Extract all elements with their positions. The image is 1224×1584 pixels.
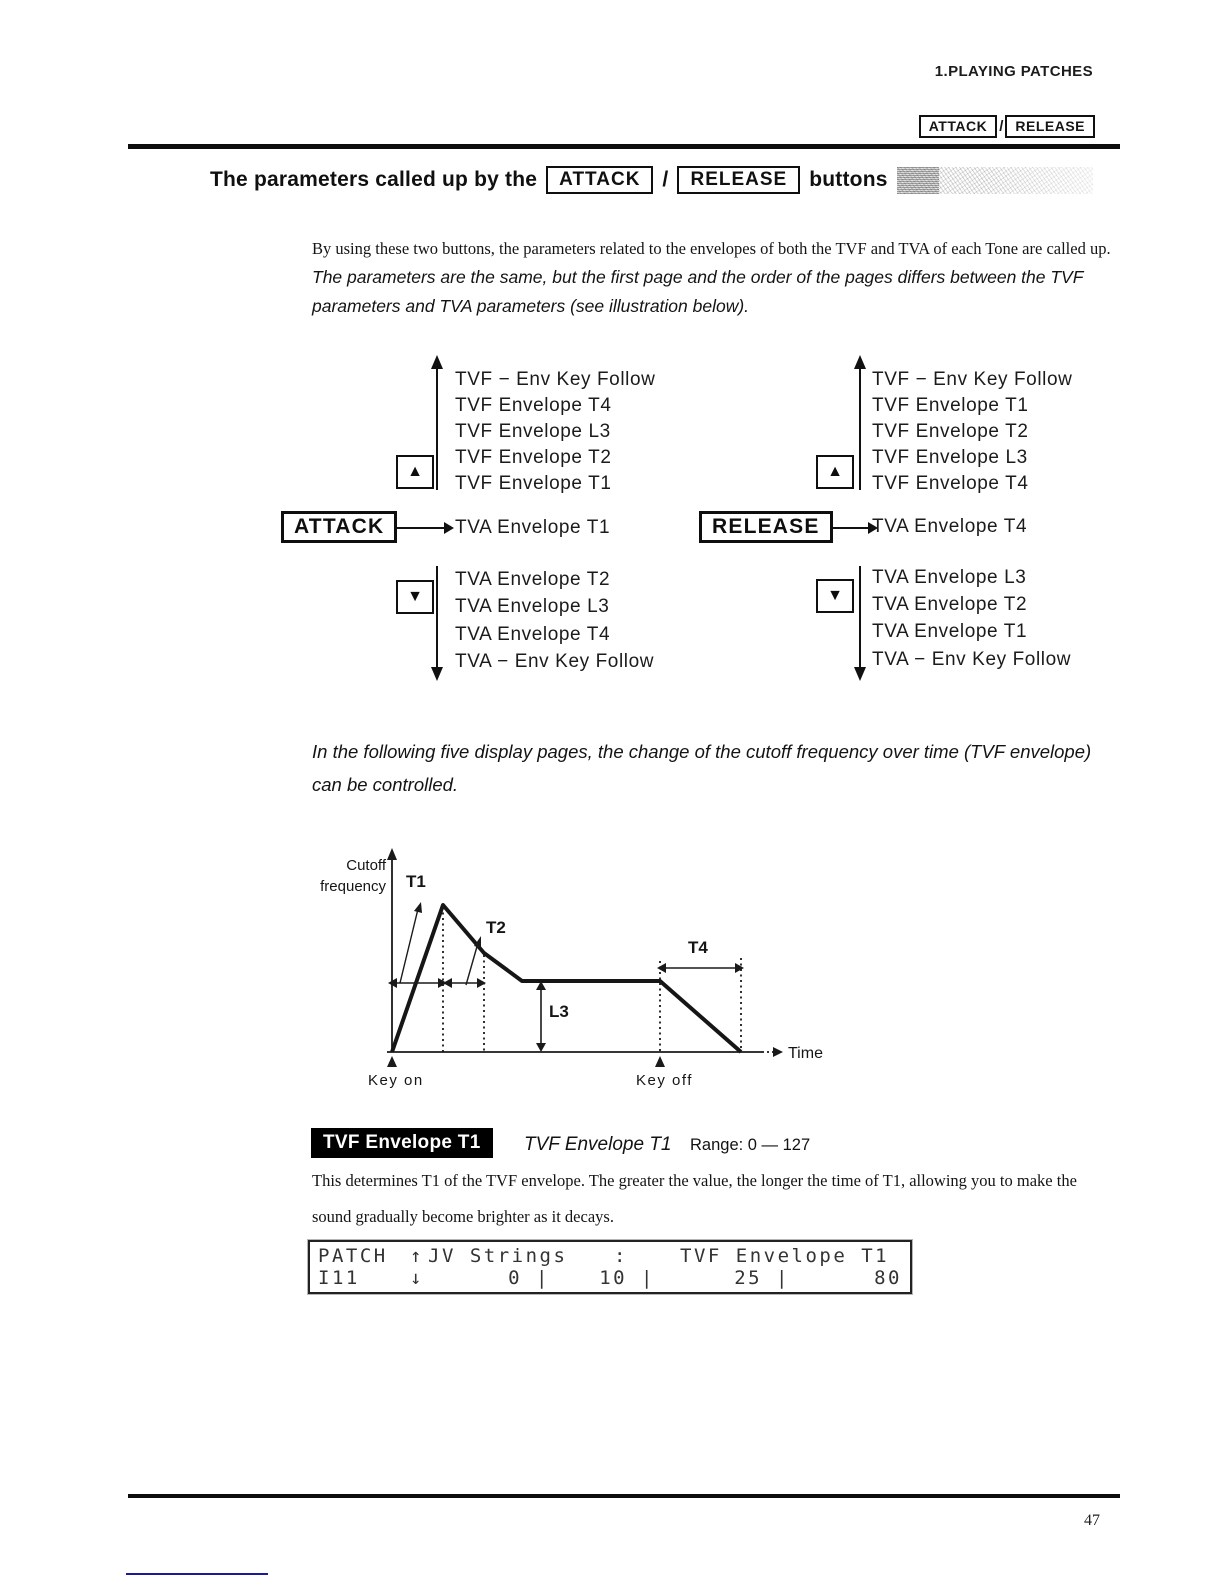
t1-pointer-line xyxy=(400,909,418,983)
t2-label: T2 xyxy=(486,918,506,937)
decrement-button xyxy=(816,579,854,613)
up-triangle-icon: ▲ xyxy=(827,463,843,480)
note-paragraph: In the following five display pages, the change of the cutoff frequency over time (TVF envelope) can be controlled. xyxy=(312,741,1092,795)
key-off-marker-icon xyxy=(655,1056,665,1067)
t4-left-arrowhead-icon xyxy=(657,963,666,973)
attack-pointer-arrowhead-icon xyxy=(444,522,454,534)
lcd-patch-number: I11 xyxy=(318,1267,360,1289)
key-on-marker-icon xyxy=(387,1056,397,1067)
slash-separator: / xyxy=(999,118,1004,135)
running-header: 1.PLAYING PATCHES xyxy=(934,63,1093,80)
t1-pointer-arrowhead-icon xyxy=(414,902,422,913)
attack-button: ATTACK xyxy=(281,511,397,543)
parameter-heading: TVF Envelope T1 xyxy=(311,1128,493,1158)
release-target-item: TVA Envelope T4 xyxy=(872,516,1028,537)
header-key-buttons xyxy=(919,115,1095,138)
t2-span-right-arrowhead-icon xyxy=(477,978,486,988)
release-up-item: TVF Envelope L3 xyxy=(872,447,1028,468)
lcd-value: 80 xyxy=(874,1267,902,1289)
t2-span-left-arrowhead-icon xyxy=(443,978,452,988)
attack-target-item: TVA Envelope T1 xyxy=(455,517,611,538)
l3-label: L3 xyxy=(549,1002,569,1021)
t1-label: T1 xyxy=(406,872,426,891)
y-axis-label-line2: frequency xyxy=(320,878,386,895)
lcd-value: 25 | xyxy=(734,1267,790,1289)
release-up-arrowhead-icon xyxy=(854,355,866,369)
attack-up-arrowhead-icon xyxy=(431,355,443,369)
lcd-cursor-down-icon: ↓ xyxy=(410,1267,424,1289)
attack-down-arrowhead-icon xyxy=(431,667,443,681)
t2-pointer-line xyxy=(466,943,478,985)
parameter-range: Range: 0 — 127 xyxy=(690,1136,811,1154)
release-up-item: TVF Envelope T2 xyxy=(872,421,1029,442)
scan-noise-artifact xyxy=(897,167,1093,194)
parameter-description: This determines T1 of the TVF envelope. The greater the value, the longer the time of T1, allowing you to make the sound gradually become brighter as it decays. xyxy=(312,1171,1077,1226)
key-off-label: Key off xyxy=(636,1072,693,1089)
y-axis-arrowhead-icon xyxy=(387,848,397,860)
lcd-parameter-name: TVF Envelope T1 xyxy=(680,1245,890,1267)
lcd-display xyxy=(308,1240,912,1294)
release-up-item: TVF Envelope T4 xyxy=(872,473,1029,494)
lcd-patch-label: PATCH xyxy=(318,1245,388,1267)
bottom-rule xyxy=(128,1494,1120,1498)
title-attack-button: ATTACK xyxy=(546,166,653,194)
lcd-patch-group: JV Strings xyxy=(428,1245,568,1267)
increment-button xyxy=(816,455,854,489)
intro-normal-text: By using these two buttons, the parameters related to the envelopes of both the TVF and TVA of each Tone are called up. xyxy=(312,239,1111,258)
scan-blue-line-artifact xyxy=(126,1573,268,1575)
intro-italic-text: The parameters are the same, but the first page and the order of the pages differs between the TVF parameters and TVA parameters (see illustration below). xyxy=(312,267,1084,316)
envelope-curve xyxy=(392,905,741,1052)
down-triangle-icon: ▼ xyxy=(407,588,423,605)
t4-label: T4 xyxy=(688,938,708,957)
top-rule xyxy=(128,144,1120,149)
parameter-heading-italic: TVF Envelope T1 xyxy=(524,1134,672,1155)
section-title xyxy=(210,166,1093,194)
attack-up-item: TVF Envelope T4 xyxy=(455,395,612,416)
tvf-envelope-figure xyxy=(300,845,840,1095)
attack-up-item: TVF Envelope L3 xyxy=(455,421,611,442)
release-button: RELEASE xyxy=(699,511,833,543)
attack-down-item: TVA Envelope T4 xyxy=(455,624,611,645)
x-axis-arrowhead-icon xyxy=(773,1047,783,1057)
attack-key-button: ATTACK xyxy=(919,115,997,138)
x-axis-label: Time xyxy=(788,1045,823,1062)
title-release-button: RELEASE xyxy=(677,166,800,194)
lcd-cursor-up-icon: ↑ xyxy=(410,1245,424,1267)
release-down-item: TVA Envelope T2 xyxy=(872,594,1028,615)
attack-up-item: TVF Envelope T2 xyxy=(455,447,612,468)
release-down-item: TVA − Env Key Follow xyxy=(872,649,1072,670)
release-down-item: TVA Envelope T1 xyxy=(872,621,1028,642)
title-suffix: buttons xyxy=(809,168,888,191)
release-down-arrowhead-icon xyxy=(854,667,866,681)
lcd-colon: : xyxy=(614,1245,628,1267)
attack-down-item: TVA Envelope L3 xyxy=(455,596,610,617)
release-up-item: TVF − Env Key Follow xyxy=(872,369,1073,390)
t4-right-arrowhead-icon xyxy=(735,963,744,973)
title-slash: / xyxy=(662,168,669,191)
attack-up-item: TVF − Env Key Follow xyxy=(455,369,656,390)
page-number: 47 xyxy=(1084,1512,1100,1529)
lcd-value: 0 | xyxy=(508,1267,550,1289)
release-key-button: RELEASE xyxy=(1005,115,1095,138)
key-on-label: Key on xyxy=(368,1072,424,1089)
release-up-item: TVF Envelope T1 xyxy=(872,395,1029,416)
release-down-item: TVA Envelope L3 xyxy=(872,567,1027,588)
attack-up-item: TVF Envelope T1 xyxy=(455,473,612,494)
y-axis-label-line1: Cutoff xyxy=(346,857,386,874)
lcd-value: 10 | xyxy=(599,1267,655,1289)
up-triangle-icon: ▲ xyxy=(407,463,423,480)
increment-button xyxy=(396,455,434,489)
down-triangle-icon: ▼ xyxy=(827,587,843,604)
attack-down-item: TVA − Env Key Follow xyxy=(455,651,655,672)
decrement-button xyxy=(396,580,434,614)
intro-paragraph xyxy=(312,234,1112,321)
l3-bottom-arrowhead-icon xyxy=(536,1043,546,1052)
attack-down-item: TVA Envelope T2 xyxy=(455,569,611,590)
title-prefix: The parameters called up by the xyxy=(210,168,538,191)
